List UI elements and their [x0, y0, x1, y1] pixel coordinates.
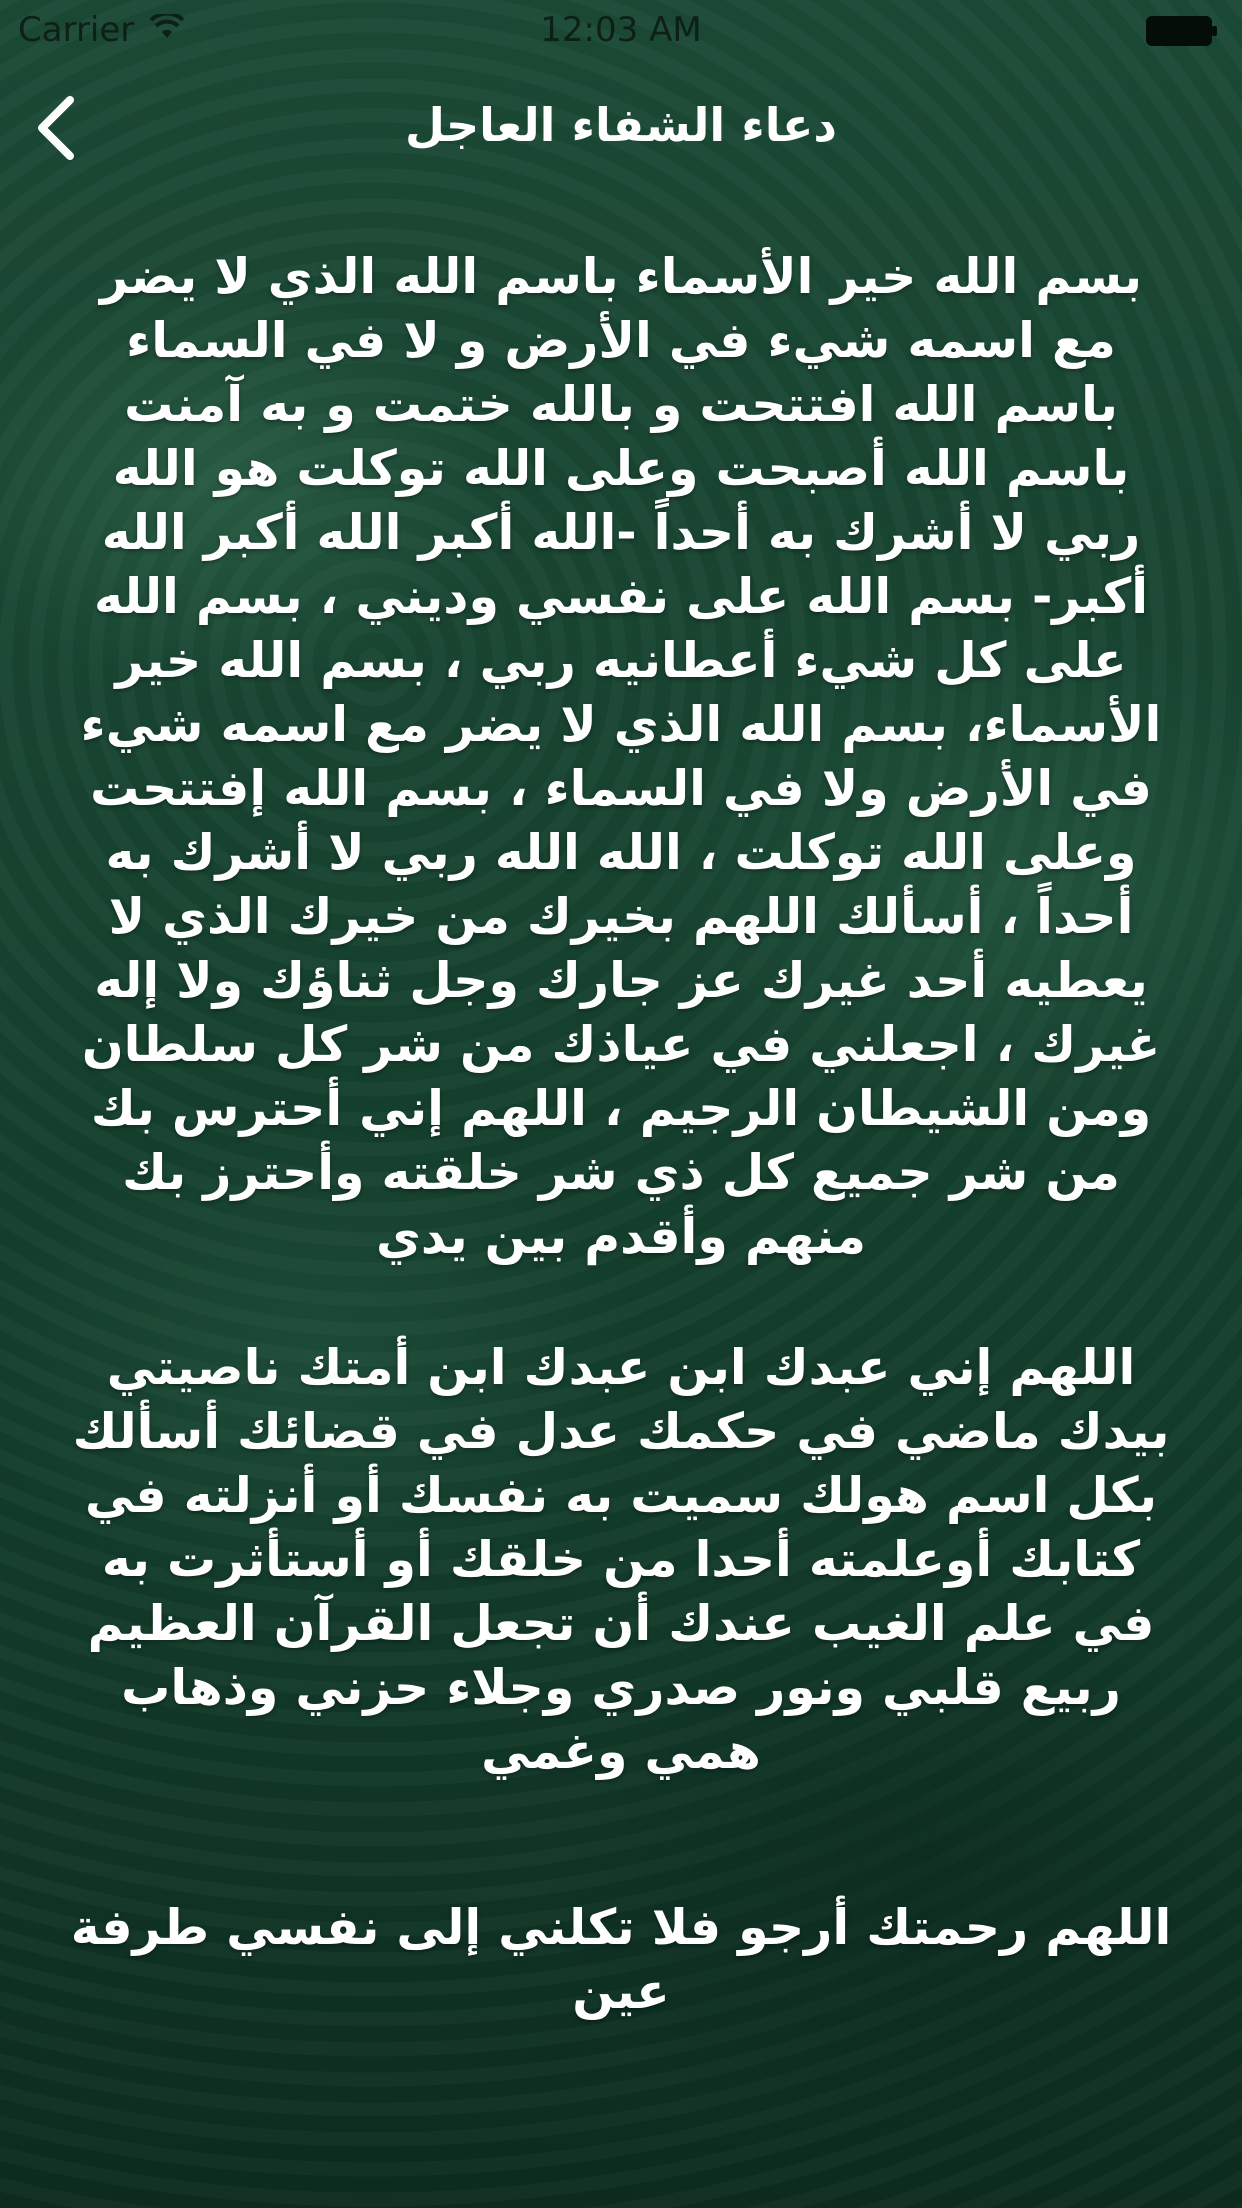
battery-icon [1146, 16, 1218, 46]
dua-paragraph-3: اللهم رحمتك أرجو فلا تكلني إلى نفسي طرفة عين [70, 1899, 1172, 2020]
carrier-label: Carrier [18, 10, 135, 50]
chevron-left-icon [20, 88, 100, 168]
navigation-bar [0, 70, 1242, 180]
dua-paragraph-1: بسم الله خير الأسماء باسم الله الذي لا يضر مع اسمه شيء في الأرض و لا في السماء باسم الله افتتحت و بالله ختمت و به آمنت باسم الله أصبحت وعلى الله توكلت هو الله ربي لا أشرك به أحداً -الله أكبر الله أكبر الله أكبر- بسم الله على نفسي وديني ، بسم الله على كل شيء أعطانيه ربي ، بسم الله خير الأسماء، بسم الله الذي لا يضر مع اسمه شيء في الأرض ولا في السماء ، بسم الله إفتتحت وعلى الله توكلت ، الله الله ربي لا أشرك به أحداً ، أسألك اللهم بخيرك من خيرك الذي لا يعطيه أحد غيرك عز جارك وجل ثناؤك ولا إله غيرك ، اجعلني في عياذك من شر كل سلطان ومن الشيطان الرجيم ، اللهم إني أحترس بك من شر جميع كل ذي شر خلقته وأحترز بك منهم وأقدم بين يدي [80, 248, 1162, 1265]
back-button[interactable] [20, 88, 100, 168]
page-title: دعاء الشفاء العاجل [404, 98, 838, 152]
status-bar [0, 0, 1242, 60]
status-time: 12:03 AM [540, 10, 702, 50]
dua-paragraph-2: اللهم إني عبدك ابن عبدك ابن أمتك ناصيتي بيدك ماضي في حكمك عدل في قضائك أسألك بكل اسم هولك سميت به نفسك أو أنزلته في كتابك أوعلمته أحدا من خلقك أو أستأثرت به في علم الغيب عندك أن تجعل القرآن العظيم ربيع قلبي ونور صدري وجلاء حزني وذهاب همي وغمي [72, 1339, 1170, 1780]
